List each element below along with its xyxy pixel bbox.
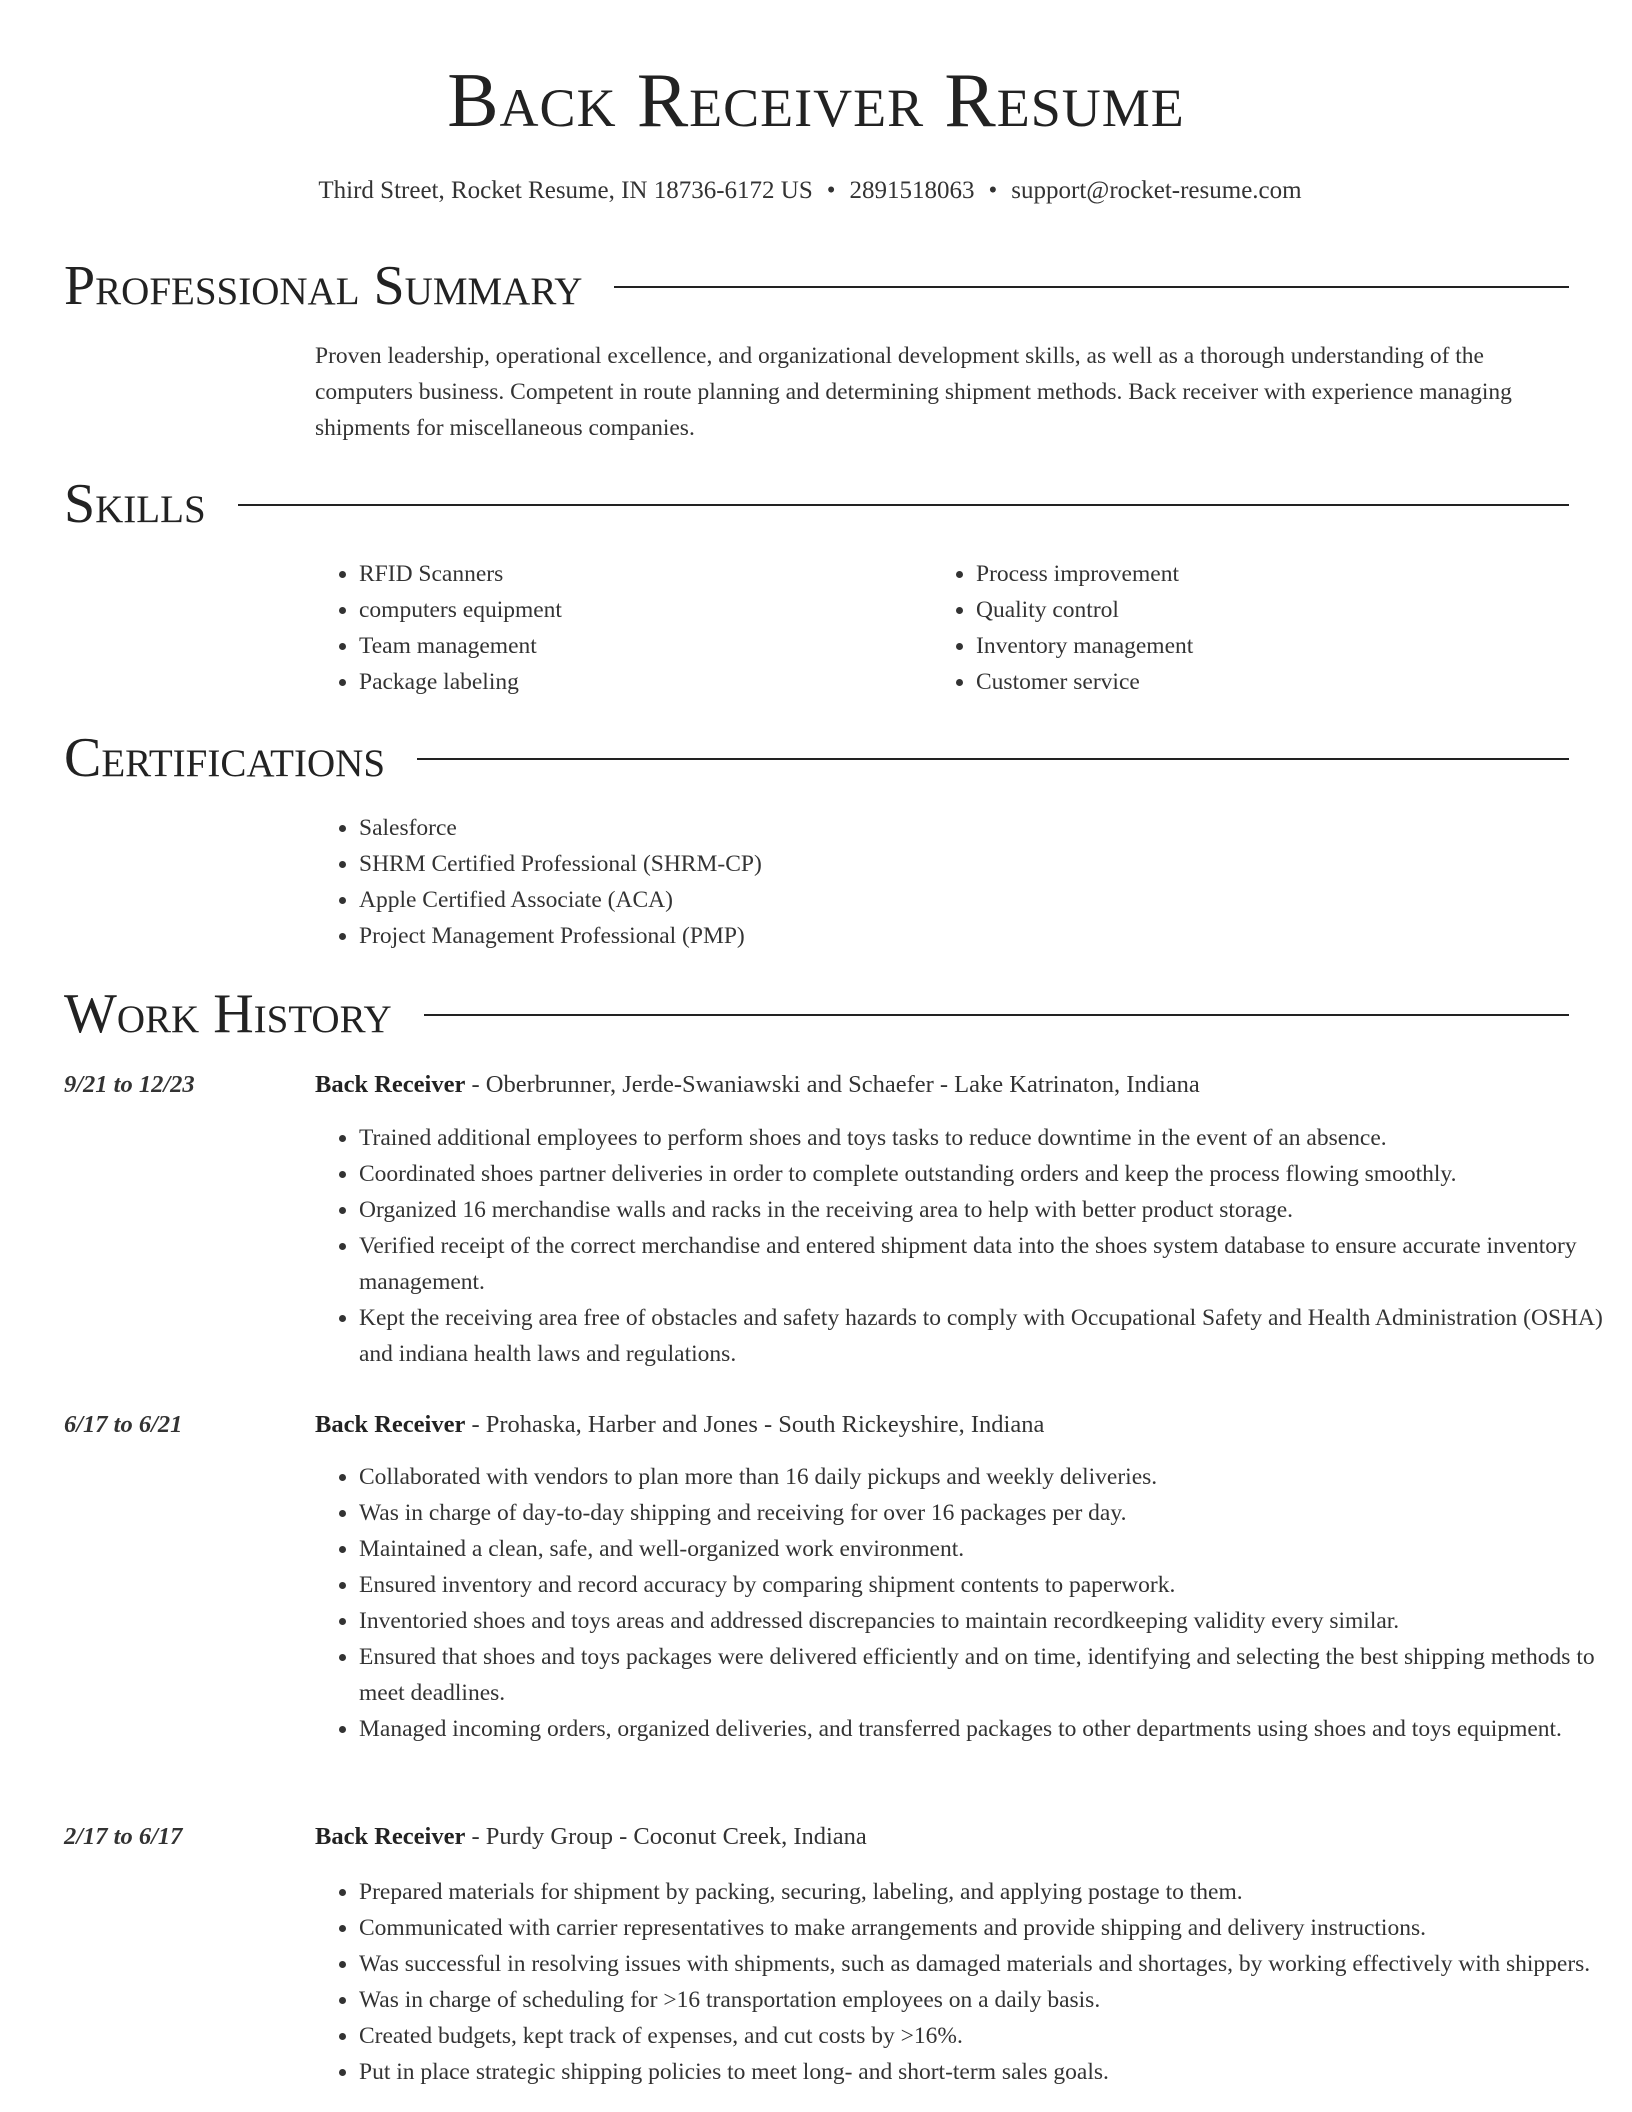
skills-list-right <box>932 556 1596 700</box>
skill-item: • RFID Scanners <box>359 556 929 592</box>
job-bullet: • Collaborated with vendors to plan more than 16 daily pickups and weekly deliveries. <box>359 1459 1615 1495</box>
contact-email: support@rocket-resume.com <box>1011 177 1302 204</box>
job-bullet: • Maintained a clean, safe, and well-organized work environment. <box>359 1531 1615 1567</box>
contact-line <box>0 174 1620 208</box>
job-bullets <box>315 1120 1615 1372</box>
job-bullet: • Kept the receiving area free of obstacles and safety hazards to comply with Occupational Safety and Health Administration (OSHA) and indiana health laws and regulations. <box>359 1300 1615 1372</box>
job-bullet: • Coordinated shoes partner deliveries in order to complete outstanding orders and keep the process flowing smoothly. <box>359 1156 1615 1192</box>
certification-item: • Project Management Professional (PMP) <box>359 918 762 954</box>
job-company-location: - Prohaska, Harber and Jones - South Rickeyshire, Indiana <box>465 1411 1045 1438</box>
job-dates: 2/17 to 6/17 <box>64 1823 183 1850</box>
section-summary-header <box>64 254 1569 318</box>
certifications-list <box>315 810 762 954</box>
job-title: Back Receiver <box>315 1411 466 1438</box>
job-dates: 6/17 to 6/21 <box>64 1411 183 1438</box>
resume-title: Back Receiver Resume <box>447 57 1185 143</box>
job-title: Back Receiver <box>315 1823 466 1850</box>
certification-item: • Salesforce <box>359 810 762 846</box>
job-title: Back Receiver <box>315 1071 466 1098</box>
section-work-history-header <box>64 982 1569 1046</box>
section-divider <box>238 504 1569 506</box>
skill-item: • Customer service <box>976 664 1596 700</box>
section-title: Work History <box>64 983 392 1045</box>
job-dates: 9/21 to 12/23 <box>64 1071 195 1098</box>
job-bullet: • Managed incoming orders, organized deliveries, and transferred packages to other departments using shoes and toys equipment. <box>359 1711 1615 1747</box>
job-bullet: • Ensured that shoes and toys packages were delivered efficiently and on time, identifying and selecting the best shipping methods to meet deadlines. <box>359 1639 1615 1711</box>
section-title: Professional Summary <box>64 255 583 317</box>
contact-address: Third Street, Rocket Resume, IN 18736-6172 US <box>318 177 813 204</box>
job-bullet: • Ensured inventory and record accuracy by comparing shipment contents to paperwork. <box>359 1567 1615 1603</box>
job-heading <box>315 1820 867 1854</box>
skills-list-left <box>315 556 929 700</box>
job-bullet: • Prepared materials for shipment by packing, securing, labeling, and applying postage to them. <box>359 1874 1615 1910</box>
skill-item: • Team management <box>359 628 929 664</box>
job-bullets <box>315 1459 1615 1747</box>
job-bullet: • Put in place strategic shipping policies to meet long- and short-term sales goals. <box>359 2054 1615 2090</box>
certification-item: • SHRM Certified Professional (SHRM-CP) <box>359 846 762 882</box>
section-divider <box>424 1014 1569 1016</box>
skill-item: • computers equipment <box>359 592 929 628</box>
job-bullets <box>315 1874 1615 2090</box>
section-certifications-header <box>64 726 1569 790</box>
section-divider <box>417 758 1569 760</box>
section-skills-header <box>64 472 1569 536</box>
section-title: Skills <box>64 473 206 535</box>
contact-phone: 2891518063 <box>849 177 975 204</box>
skill-item: • Process improvement <box>976 556 1596 592</box>
job-bullet: • Was in charge of scheduling for >16 transportation employees on a daily basis. <box>359 1982 1615 2018</box>
contact-separator: • <box>988 177 998 204</box>
job-bullet: • Trained additional employees to perform shoes and toys tasks to reduce downtime in the event of an absence. <box>359 1120 1615 1156</box>
summary-text: Proven leadership, operational excellence, and organizational development skills, as well as a thorough understanding of the computers business. Competent in route planning and determining shipment methods. Back receiver with experience managing shipments for miscellaneous companies. <box>315 343 1512 441</box>
section-divider <box>614 286 1569 288</box>
skill-item: • Quality control <box>976 592 1596 628</box>
section-title: Certifications <box>64 727 386 789</box>
job-bullet: • Inventoried shoes and toys areas and addressed discrepancies to maintain recordkeeping validity every similar. <box>359 1603 1615 1639</box>
job-heading <box>315 1068 1200 1102</box>
job-bullet: • Was in charge of day-to-day shipping and receiving for over 16 packages per day. <box>359 1495 1615 1531</box>
job-bullet: • Communicated with carrier representatives to make arrangements and provide shipping and delivery instructions. <box>359 1910 1615 1946</box>
skill-item: • Inventory management <box>976 628 1596 664</box>
certification-item: • Apple Certified Associate (ACA) <box>359 882 762 918</box>
job-company-location: - Oberbrunner, Jerde-Swaniawski and Schaefer - Lake Katrinaton, Indiana <box>465 1071 1200 1098</box>
contact-separator: • <box>826 177 836 204</box>
job-company-location: - Purdy Group - Coconut Creek, Indiana <box>465 1823 867 1850</box>
job-heading <box>315 1408 1044 1442</box>
job-bullet: • Verified receipt of the correct merchandise and entered shipment data into the shoes system database to ensure accurate inventory management. <box>359 1228 1615 1300</box>
job-bullet: • Was successful in resolving issues with shipments, such as damaged materials and shortages, by working effectively with shippers. <box>359 1946 1615 1982</box>
job-bullet: • Created budgets, kept track of expenses, and cut costs by >16%. <box>359 2018 1615 2054</box>
job-bullet: • Organized 16 merchandise walls and racks in the receiving area to help with better product storage. <box>359 1192 1615 1228</box>
skill-item: • Package labeling <box>359 664 929 700</box>
